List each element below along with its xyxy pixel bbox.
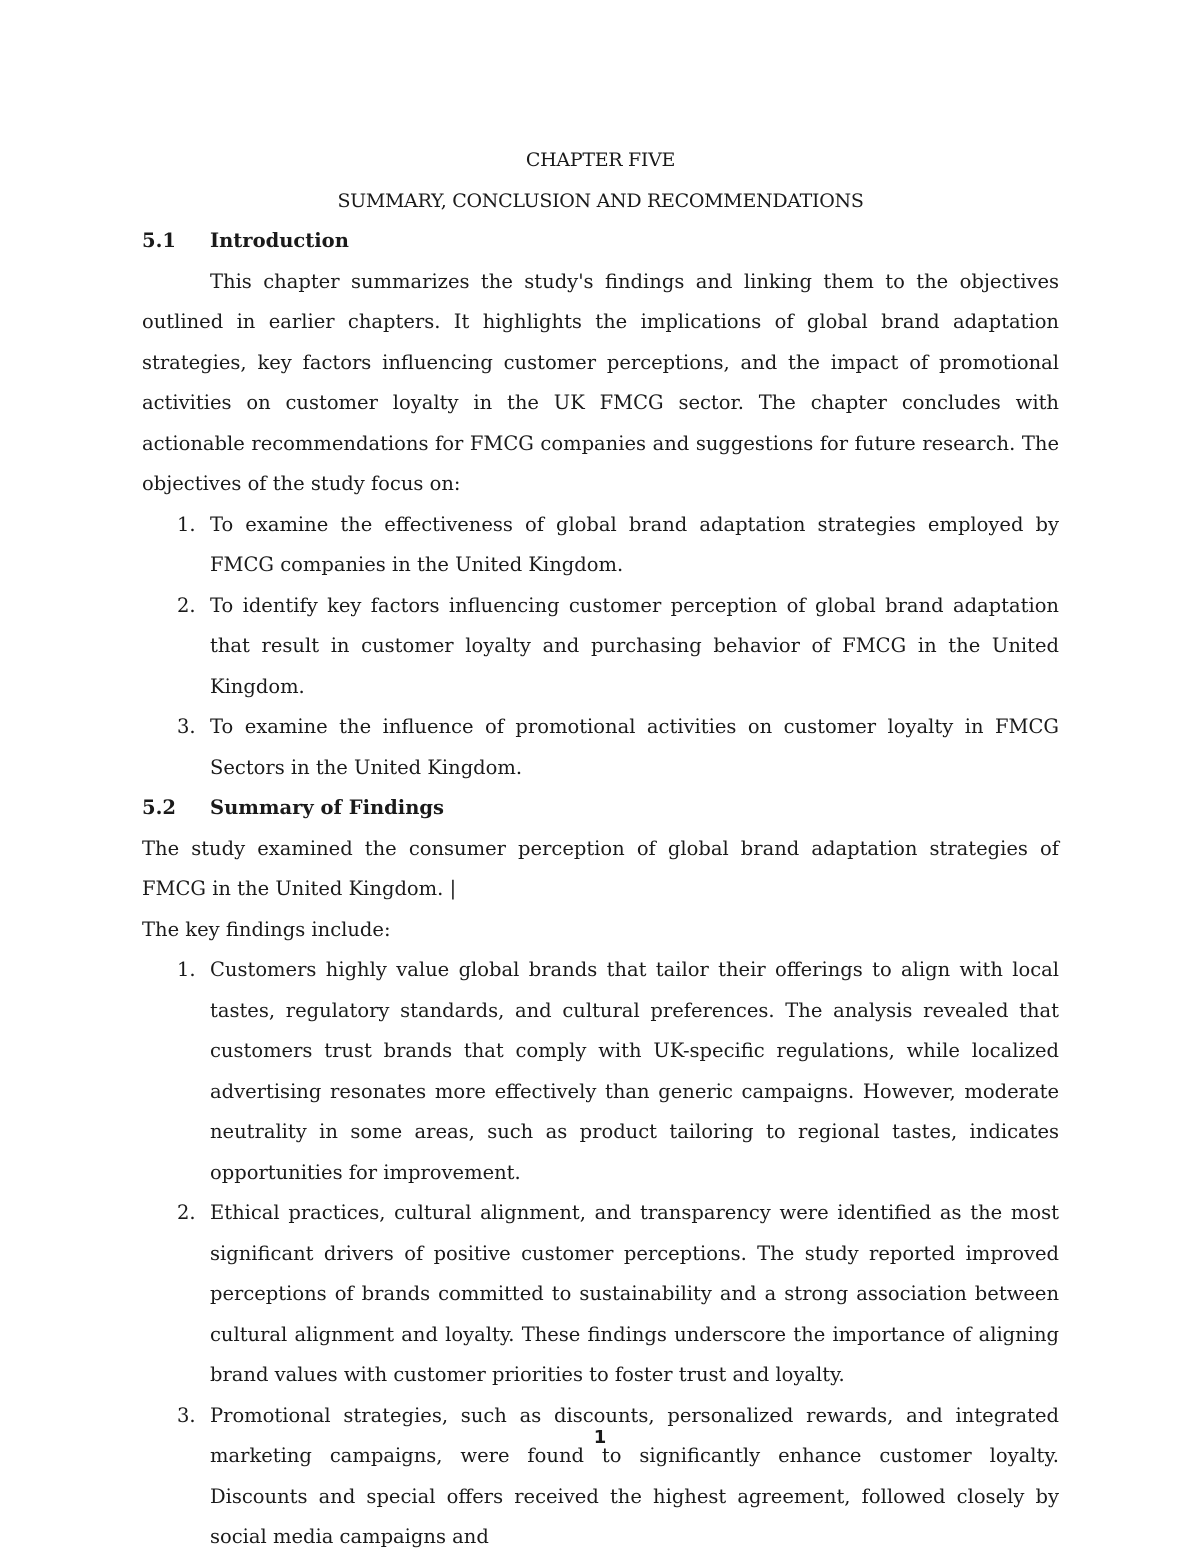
list-item: [142, 707, 1059, 788]
section-title: Introduction: [210, 229, 349, 252]
list-item-number: 3.: [177, 1403, 196, 1427]
list-item-text: To examine the influence of promotional activities on customer loyalty in FMCG Sectors in the United Kingdom.: [210, 715, 1059, 779]
list-item-number: 2.: [177, 1201, 196, 1224]
objectives-list: [142, 505, 1059, 789]
list-item-text: Ethical practices, cultural alignment, and transparency were identified as the most significant drivers of positive customer perceptions. The study reported improved perceptions of brands committed to sustainability and a strong association between cultural alignment and loyalty. These findings underscore the importance of aligning brand values with customer priorities to foster trust and loyalty.: [210, 1201, 1059, 1386]
section-number: 5.1: [142, 229, 176, 252]
section-heading-summary-of-findings: [142, 788, 1059, 829]
summary-paragraph: The study examined the consumer perception of global brand adaptation strategies of FMCG in the United Kingdom. |: [142, 836, 1059, 900]
list-item: [142, 950, 1059, 1193]
chapter-label: CHAPTER FIVE: [525, 149, 676, 171]
list-item-text: Customers highly value global brands that tailor their offerings to align with local tastes, regulatory standards, and cultural preferences. The analysis revealed that customers trust brands that comply with UK-specific regulations, while localized advertising resonates more effectively than generic campaigns. However, moderate neutrality in some areas, such as product tailoring to regional tastes, indicates opportunities for improvement.: [210, 958, 1059, 1184]
section-heading-introduction: [142, 221, 1059, 262]
list-item-text: To examine the effectiveness of global brand adaptation strategies employed by FMCG companies in the United Kingdom.: [210, 512, 1059, 576]
list-item-text: Promotional strategies, such as discounts, personalized rewards, and integrated marketing campaigns, were found to significantly enhance customer loyalty. Discounts and special offers received the highest agreement, followed closely by social media campaigns and: [210, 1403, 1059, 1548]
list-item-number: 3.: [177, 715, 196, 738]
list-item-number: 2.: [177, 593, 196, 617]
list-item: [142, 586, 1059, 708]
page-content: [142, 140, 1059, 1558]
findings-lead-in: The key findings include:: [142, 917, 391, 941]
list-item-text: To identify key factors influencing customer perception of global brand adaptation that result in customer loyalty and purchasing behavior of FMCG in the United Kingdom.: [210, 593, 1059, 698]
list-item-number: 1.: [177, 958, 196, 981]
page-number: 1: [593, 1427, 607, 1448]
list-item-number: 1.: [177, 512, 196, 536]
intro-paragraph: This chapter summarizes the study's findings and linking them to the objectives outlined in earlier chapters. It highlights the implications of global brand adaptation strategies, key factors influencing customer perceptions, and the impact of promotional activities on customer loyalty in the UK FMCG sector. The chapter concludes with actionable recommendations for FMCG companies and suggestions for future research. The objectives of the study focus on:: [142, 269, 1059, 495]
section-number: 5.2: [142, 796, 176, 819]
list-item: [142, 505, 1059, 586]
section-title: Summary of Findings: [210, 796, 444, 819]
list-item: [142, 1396, 1059, 1558]
findings-list: [142, 950, 1059, 1558]
chapter-title: SUMMARY, CONCLUSION AND RECOMMENDATIONS: [337, 189, 864, 212]
list-item: [142, 1193, 1059, 1396]
